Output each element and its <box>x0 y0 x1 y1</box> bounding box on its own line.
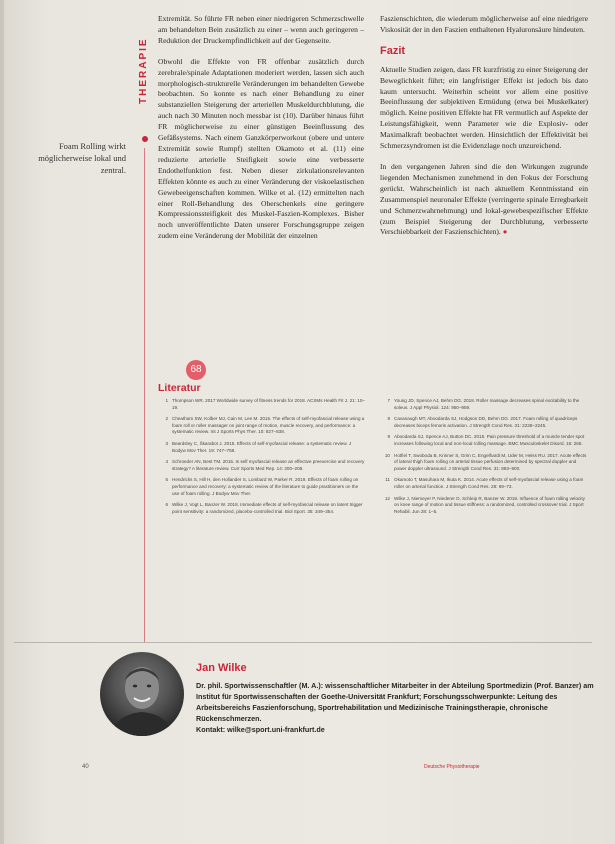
reference-item: 5 Hendricks S, Hill H, den Hollander S, Lombard W, Parker R. 2019. Effects of foam rolling on performance and recovery: a systematic review of the literature to guide practitioners on the use of foam rolling. J Bodyw Mov Ther. <box>165 477 359 496</box>
section-label: THERAPIE <box>138 37 149 104</box>
article-paragraph: Faszienschichten, die wiederum möglicherweise auf eine niedrigere Viskosität der in den Faszien enthaltenen Hyaluronsäure hindeuten. <box>380 14 588 34</box>
author-divider <box>14 642 592 643</box>
fazit-paragraph: Aktuelle Studien zeigen, dass FR kurzfristig zu einer Steigerung der Beweglichkeit führt; ein langfristiger Effekt ist jedoch bis dato kaum untersucht. Weiterhin scheint vor allem eine positive Beeinflussung der subjektiven Ermüdung (etwa bei Muskelkater) möglich. Keine positiven Effekte hat FR vermutlich auf Aspekte der Leistungsfähigkeit, wenn Parameter wie die Explosiv- oder Maximalkraft beobachtet werden. Hinsichtlich der Effektivität bei Schmerzsyndromen ist die Evidenzlage noch unzureichend. <box>380 64 588 151</box>
article-paragraph: Extremität. So führte FR neben einer niedrigeren Schmerzschwelle am behandelten Bein zusätzlich zu einer – wenn auch geringeren – Reduktion der Druckempfindlichkeit auf der Gegenseite. <box>158 14 364 45</box>
reference-item: 3 Beardsley C, Škarabot J. 2015. Effects of self-myofascial release: a systematic review. J Bodyw Mov Ther. 19: 747–758. <box>165 440 352 453</box>
fazit-heading: Fazit <box>380 44 406 57</box>
reference-item: 6 Wilke J, Vogt L, Banzer W. 2018. Immediate effects of self-myofascial release on latent trigger point sensitivity: a randomized, placebo-controlled trial. Biol Sport. 35: 349–354. <box>165 502 363 514</box>
article-end-mark: ● <box>502 227 508 237</box>
article-paragraph: Obwohl die Effekte von FR offenbar zusätzlich durch zerebrale/spinale Adaptationen moderiert werden, lassen sich auch morphologisch-strukturelle Veränderungen im behandelten Gewebe beobachten. So konnte es nach einer Behandlung zu einer substanziellen Steigerung der arteriellen Muskeldurchblutung, die auch nach 30 Minuten noch messbar ist (10). Darüber hinaus führt FR möglicherweise zu einer günstigen Beeinflussung des Gefäßsystems. Nach einem Ganzkörperworkout (obere und untere Extremität sowie Rumpf) stellten Okamoto et al. (11) eine reduzierte arterielle Steifigkeit sowie eine verbesserte Endothelfunktion fest. Neben dieser zirkulationsrelevanten Effekten könnte es auch zu einer Veränderung der viskoelastischen Gewebeeigenschaften kommen. Wilke et al. (12) ermittelten nach einer Roll-Behandlung des Oberschenkels eine geringere Kompressionssteifigkeit des Muskel-Faszien-Komplexes. Bisher noch unveröffentlichte Daten unserer Forschungsgruppe zeigen zudem eine Veränderung der Mobilität der einzelnen <box>158 56 364 241</box>
footer-publication-mark: Deutsche Physiotherapie <box>424 764 480 770</box>
literature-count-icon: 68 <box>186 360 206 380</box>
references-left <box>158 398 366 520</box>
page-number: 40 <box>82 764 89 770</box>
author-name: Jan Wilke <box>196 662 247 674</box>
reference-item: 8 Cavanaugh MT, Aboodarda SJ, Hodgson DD, Behm DG. 2017. Foam rolling of quadriceps decreases biceps femoris activation. J Strength Cond Res. 31: 2238–2245. <box>387 416 578 428</box>
reference-item: 10 Hotfiel T, Swoboda B, Krinner S, Grim C, Engelhardt M, Uder M, Heiss RU. 2017. Acute effects of lateral thigh foam rolling on arterial tissue perfusion determined by spectral doppler and power doppler ultrasound. J Strength Cond Res. 31: 893–900. <box>384 452 587 471</box>
references-right <box>380 398 588 520</box>
reference-item: 9 Aboodarda SJ, Spence AJ, Button DC. 2015. Pain pressure threshold of a muscle tender spot increases following local and non-local rolling massage. BMC Musculoskelet Disord. 16: 265. <box>387 434 585 446</box>
sidebar-pull-quote: Foam Rolling wirkt möglicherweise lokal und zentral. <box>38 141 126 175</box>
reference-item: 2 Cheatham SW, Kolber MJ, Cain M, Lee M. 2015. The effects of self-myofascial release using a foam roll or roller massager on joint range of motion, muscle recovery, and performance: a systematic review. Int J Sports Phys Ther. 10: 827–838. <box>165 416 365 435</box>
article-column-left <box>158 14 364 252</box>
author-bio <box>196 680 596 735</box>
article-column-right <box>380 14 588 248</box>
reference-item: 1 Thompson WR. 2017 Worldwide survey of fitness trends for 2018. ACSMs Health Fit J. 21: 10–19. <box>165 398 365 410</box>
reference-item: 4 Schroeder AN, Best TM. 2015. Is self myofascial release an effective preexercise and recovery strategy? A literature review. Curr Sports Med Rep. 14: 200–208. <box>165 459 365 471</box>
reference-item: 12 Wilke J, Niemeyer P, Niederer D, Schleip R, Banzer W. 2019. Influence of foam rolling velocity on knee range of motion and tissue stiffness: a randomized, controlled crossover trial. J Sport Rehabil. Jun 28: 1–5. <box>384 495 585 514</box>
section-marker-dot <box>142 136 148 142</box>
fazit-paragraph <box>380 162 588 238</box>
section-vertical-rule <box>144 148 145 642</box>
author-bio-text: Dr. phil. Sportwissenschaftler (M. A.): wissenschaftlicher Mitarbeiter in der Abteilung Sportmedizin (Prof. Banzer) am Institut für Sportwissenschaften der Goethe-Universität Frankfurt; Forschungsschwerpunkte: Leitung des Arbeitsbereichs Faszienforschung, Sportrehabilitation und Medizinische Trainingstherapie, chronische Rückenschmerzen. <box>196 681 594 723</box>
reference-item: 11 Okamoto T, Masuhara M, Ikuta K. 2014. Acute effects of self-myofascial release using a foam roller on arterial function. J Strength Cond Res. 28: 69–73. <box>385 477 584 489</box>
reference-item: 7 Young JD, Spence AJ, Behm DG. 2018. Roller massage decreases spinal excitability to the soleus. J Appl Physiol. 124: 950–959. <box>387 398 580 410</box>
literature-heading: Literatur <box>158 382 201 394</box>
author-contact[interactable]: Kontakt: wilke@sport.uni-frankfurt.de <box>196 725 325 734</box>
author-photo <box>100 652 184 736</box>
page-binding-shadow <box>0 0 4 844</box>
fazit-paragraph-text: In den vergangenen Jahren sind die den Wirkungen zugrunde liegenden Mechanismen zunehmend in den Fokus der Forschung gerückt. Wahrscheinlich ist nach aktuellem Kenntnisstand ein Zusammenspiel neuronaler Effekte (verringerte spinale Erregbarkeit und Schmerzwahrnehmung) und lokal-gewebespezifischer Effekte (zum Beispiel Steigerung der Durchblutung, verbesserte Verschiebbarkeit der Faszienschichten). <box>380 161 588 237</box>
author-portrait-icon <box>100 652 184 736</box>
